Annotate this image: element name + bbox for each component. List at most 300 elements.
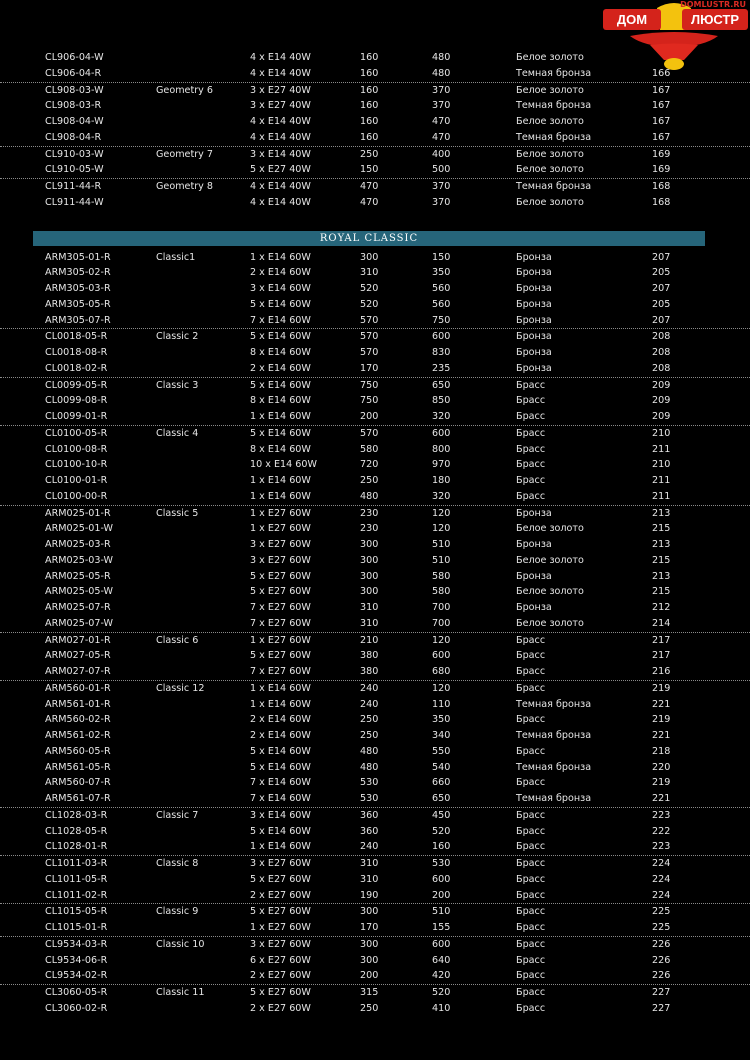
cell-diameter: 970	[432, 459, 451, 471]
cell-diameter: 700	[432, 617, 451, 629]
cell-page: 210	[652, 427, 671, 439]
cell-diameter: 600	[432, 331, 451, 343]
cell-page: 168	[652, 181, 671, 192]
cell-diameter: 540	[432, 761, 451, 773]
cell-height: 310	[360, 873, 379, 885]
cell-page: 169	[652, 164, 671, 176]
table-row	[0, 130, 750, 147]
cell-lamps: 5 x E14 60W	[250, 745, 311, 757]
cell-height: 570	[360, 331, 379, 343]
cell-height: 300	[360, 906, 379, 918]
cell-diameter: 160	[432, 841, 451, 853]
table-row	[0, 457, 750, 473]
brand-text-left: ДОМ	[603, 9, 661, 30]
cell-diameter: 830	[432, 347, 451, 358]
table-row	[0, 489, 750, 506]
cell-height: 230	[360, 507, 379, 519]
cell-series: Classic 10	[156, 938, 205, 950]
cell-diameter: 580	[432, 586, 451, 598]
table-row	[0, 968, 750, 985]
cell-page: 213	[652, 539, 671, 550]
cell-page: 213	[652, 507, 671, 519]
cell-diameter: 110	[432, 698, 451, 710]
cell-color: Брасс	[516, 906, 546, 918]
cell-color: Бронза	[516, 362, 552, 374]
cell-lamps: 10 x E14 60W	[250, 459, 317, 471]
table-row	[0, 664, 750, 681]
cell-diameter: 480	[432, 67, 451, 79]
cell-diameter: 370	[432, 196, 451, 208]
table-row	[0, 856, 750, 872]
cell-page: 167	[652, 84, 671, 96]
cell-height: 470	[360, 181, 379, 192]
cell-page: 208	[652, 362, 671, 374]
cell-article: CL0018-08-R	[45, 347, 108, 358]
cell-color: Белое золото	[516, 523, 584, 535]
cell-height: 160	[360, 67, 379, 79]
cell-diameter: 580	[432, 570, 451, 582]
cell-page: 226	[652, 970, 671, 982]
cell-color: Темная бронза	[516, 67, 592, 79]
cell-series: Geometry 6	[156, 84, 213, 96]
cell-color: Бронза	[516, 283, 552, 294]
cell-height: 250	[360, 475, 379, 486]
cell-lamps: 4 x E14 40W	[250, 131, 311, 143]
table-row	[0, 920, 750, 937]
cell-lamps: 3 x E14 60W	[250, 283, 311, 294]
cell-article: CL910-03-W	[45, 148, 104, 160]
cell-lamps: 2 x E27 60W	[250, 889, 311, 901]
cell-article: ARM561-01-R	[45, 698, 111, 710]
table-row	[0, 147, 750, 163]
cell-color: Брасс	[516, 666, 546, 677]
table-row	[0, 179, 750, 195]
cell-height: 315	[360, 987, 379, 998]
cell-diameter: 550	[432, 745, 451, 757]
cell-height: 310	[360, 617, 379, 629]
cell-article: CL1011-02-R	[45, 889, 108, 901]
cell-lamps: 4 x E14 40W	[250, 196, 311, 208]
cell-color: Темная бронза	[516, 793, 592, 804]
cell-color: Бронза	[516, 570, 552, 582]
cell-page: 224	[652, 889, 671, 901]
cell-lamps: 3 x E27 40W	[250, 100, 311, 112]
cell-color: Белое золото	[516, 164, 584, 176]
cell-color: Бронза	[516, 251, 552, 263]
cell-article: CL906-04-R	[45, 67, 102, 79]
cell-color: Брасс	[516, 395, 546, 407]
table-row	[0, 378, 750, 394]
table-row	[0, 409, 750, 426]
cell-article: ARM025-07-W	[45, 617, 114, 629]
cell-article: CL0100-08-R	[45, 443, 108, 455]
cell-lamps: 3 x E27 40W	[250, 84, 311, 96]
cell-color: Брасс	[516, 682, 546, 694]
cell-series: Classic 8	[156, 858, 199, 869]
cell-lamps: 1 x E14 60W	[250, 475, 311, 486]
cell-diameter: 680	[432, 666, 451, 677]
cell-article: ARM025-01-R	[45, 507, 111, 519]
cell-lamps: 4 x E14 40W	[250, 67, 311, 79]
table-row	[0, 313, 750, 330]
table-row	[0, 506, 750, 522]
cell-color: Брасс	[516, 858, 546, 869]
cell-color: Бронза	[516, 539, 552, 550]
cell-lamps: 3 x E14 60W	[250, 809, 311, 821]
cell-height: 570	[360, 427, 379, 439]
cell-color: Темная бронза	[516, 131, 592, 143]
table-row	[0, 329, 750, 345]
cell-color: Бронза	[516, 314, 552, 326]
cell-article: ARM561-02-R	[45, 730, 111, 741]
table-row	[0, 393, 750, 409]
table-row	[0, 521, 750, 537]
cell-page: 209	[652, 379, 671, 391]
cell-article: ARM305-01-R	[45, 251, 111, 263]
cell-lamps: 7 x E14 60W	[250, 314, 311, 326]
cell-series: Classic 4	[156, 427, 199, 439]
cell-series: Classic 12	[156, 682, 205, 694]
cell-lamps: 2 x E14 60W	[250, 714, 311, 726]
cell-lamps: 1 x E27 60W	[250, 922, 311, 933]
cell-diameter: 150	[432, 251, 451, 263]
geometry-rows	[0, 50, 750, 211]
cell-diameter: 420	[432, 970, 451, 982]
cell-lamps: 2 x E14 60W	[250, 362, 311, 374]
cell-height: 300	[360, 586, 379, 598]
cell-article: ARM025-03-R	[45, 539, 111, 550]
cell-lamps: 5 x E27 60W	[250, 873, 311, 885]
table-row	[0, 537, 750, 553]
cell-color: Белое золото	[516, 586, 584, 598]
cell-diameter: 800	[432, 443, 451, 455]
cell-diameter: 500	[432, 164, 451, 176]
cell-height: 480	[360, 490, 379, 502]
cell-color: Брасс	[516, 745, 546, 757]
cell-diameter: 640	[432, 954, 451, 966]
table-row	[0, 808, 750, 824]
cell-lamps: 2 x E27 60W	[250, 1002, 311, 1014]
cell-height: 310	[360, 602, 379, 613]
cell-series: Classic 3	[156, 379, 199, 391]
cell-article: CL1028-03-R	[45, 809, 108, 821]
cell-color: Бронза	[516, 298, 552, 310]
cell-page: 166	[652, 67, 671, 79]
cell-series: Classic 11	[156, 987, 205, 998]
cell-height: 250	[360, 148, 379, 160]
cell-diameter: 340	[432, 730, 451, 741]
cell-height: 160	[360, 52, 379, 63]
cell-color: Белое золото	[516, 196, 584, 208]
table-row	[0, 681, 750, 697]
cell-lamps: 3 x E27 60W	[250, 938, 311, 950]
cell-diameter: 560	[432, 283, 451, 294]
cell-page: 167	[652, 116, 671, 127]
cell-article: CL0100-01-R	[45, 475, 108, 486]
cell-diameter: 520	[432, 987, 451, 998]
cell-article: CL910-05-W	[45, 164, 104, 176]
brand-text-right: ЛЮСТР	[682, 9, 748, 30]
cell-page: 209	[652, 395, 671, 407]
table-row	[0, 712, 750, 728]
table-row	[0, 600, 750, 616]
cell-color: Бронза	[516, 267, 552, 279]
cell-page: 219	[652, 682, 671, 694]
cell-lamps: 5 x E14 60W	[250, 427, 311, 439]
cell-lamps: 6 x E27 60W	[250, 954, 311, 966]
cell-diameter: 600	[432, 427, 451, 439]
cell-diameter: 510	[432, 554, 451, 566]
cell-height: 360	[360, 825, 379, 837]
cell-page: 224	[652, 873, 671, 885]
cell-height: 170	[360, 362, 379, 374]
cell-height: 520	[360, 298, 379, 310]
cell-page: 224	[652, 858, 671, 869]
cell-diameter: 850	[432, 395, 451, 407]
cell-article: ARM305-03-R	[45, 283, 111, 294]
cell-article: CL0099-01-R	[45, 411, 108, 422]
cell-diameter: 600	[432, 873, 451, 885]
cell-lamps: 3 x E27 60W	[250, 858, 311, 869]
cell-article: ARM305-02-R	[45, 267, 111, 279]
cell-page: 226	[652, 938, 671, 950]
table-row	[0, 839, 750, 856]
cell-page: 214	[652, 617, 671, 629]
cell-height: 530	[360, 777, 379, 789]
cell-series: Classic 7	[156, 809, 199, 821]
cell-height: 300	[360, 251, 379, 263]
cell-article: ARM305-05-R	[45, 298, 111, 310]
cell-article: ARM027-05-R	[45, 650, 111, 662]
table-row	[0, 791, 750, 808]
cell-diameter: 530	[432, 858, 451, 869]
cell-diameter: 750	[432, 314, 451, 326]
table-row	[0, 648, 750, 664]
cell-page: 213	[652, 570, 671, 582]
cell-series: Classic 2	[156, 331, 199, 343]
cell-lamps: 8 x E14 60W	[250, 395, 311, 407]
cell-diameter: 600	[432, 938, 451, 950]
cell-diameter: 520	[432, 825, 451, 837]
cell-page: 221	[652, 698, 671, 710]
cell-lamps: 5 x E27 60W	[250, 586, 311, 598]
table-row	[0, 250, 750, 266]
table-row	[0, 473, 750, 489]
cell-article: CL0100-05-R	[45, 427, 108, 439]
cell-series: Classic 6	[156, 634, 199, 646]
cell-diameter: 650	[432, 379, 451, 391]
cell-diameter: 470	[432, 131, 451, 143]
cell-page: 207	[652, 314, 671, 326]
product-table	[0, 50, 750, 1017]
cell-color: Бронза	[516, 331, 552, 343]
cell-lamps: 7 x E27 60W	[250, 617, 311, 629]
cell-height: 580	[360, 443, 379, 455]
royal-classic-rows	[0, 250, 750, 1017]
cell-page: 219	[652, 777, 671, 789]
cell-lamps: 7 x E27 60W	[250, 602, 311, 613]
cell-color: Брасс	[516, 475, 546, 486]
cell-height: 150	[360, 164, 379, 176]
cell-page: 209	[652, 411, 671, 422]
cell-page: 227	[652, 1002, 671, 1014]
cell-color: Темная бронза	[516, 181, 592, 192]
cell-color: Брасс	[516, 938, 546, 950]
cell-lamps: 5 x E27 60W	[250, 906, 311, 918]
cell-lamps: 4 x E14 40W	[250, 52, 311, 63]
cell-article: ARM027-01-R	[45, 634, 111, 646]
cell-lamps: 5 x E14 60W	[250, 331, 311, 343]
cell-color: Брасс	[516, 1002, 546, 1014]
cell-page: 216	[652, 666, 671, 677]
cell-height: 200	[360, 970, 379, 982]
cell-lamps: 5 x E14 60W	[250, 761, 311, 773]
cell-color: Брасс	[516, 809, 546, 821]
cell-diameter: 235	[432, 362, 451, 374]
cell-page: 211	[652, 443, 671, 455]
cell-article: CL9534-03-R	[45, 938, 108, 950]
cell-page: 207	[652, 283, 671, 294]
cell-page: 208	[652, 331, 671, 343]
cell-page: 225	[652, 906, 671, 918]
cell-article: CL1011-05-R	[45, 873, 108, 885]
cell-diameter: 120	[432, 523, 451, 535]
cell-height: 240	[360, 682, 379, 694]
cell-color: Брасс	[516, 825, 546, 837]
cell-series: Classic 9	[156, 906, 199, 918]
cell-page: 221	[652, 730, 671, 741]
cell-height: 480	[360, 745, 379, 757]
table-row	[0, 442, 750, 458]
cell-lamps: 1 x E14 60W	[250, 251, 311, 263]
cell-lamps: 1 x E14 60W	[250, 490, 311, 502]
cell-color: Темная бронза	[516, 698, 592, 710]
cell-color: Бронза	[516, 347, 552, 358]
table-row	[0, 569, 750, 585]
cell-lamps: 4 x E14 40W	[250, 116, 311, 127]
cell-lamps: 2 x E14 60W	[250, 267, 311, 279]
cell-height: 380	[360, 666, 379, 677]
cell-diameter: 120	[432, 507, 451, 519]
table-row	[0, 824, 750, 840]
cell-article: CL908-03-W	[45, 84, 104, 96]
cell-article: CL1011-03-R	[45, 858, 108, 869]
table-row	[0, 775, 750, 791]
cell-page: 210	[652, 459, 671, 471]
cell-lamps: 7 x E14 60W	[250, 793, 311, 804]
cell-lamps: 2 x E27 60W	[250, 970, 311, 982]
cell-diameter: 470	[432, 116, 451, 127]
cell-color: Темная бронза	[516, 730, 592, 741]
cell-page: 212	[652, 602, 671, 613]
cell-height: 250	[360, 714, 379, 726]
cell-article: ARM560-02-R	[45, 714, 111, 726]
cell-page: 221	[652, 793, 671, 804]
cell-diameter: 400	[432, 148, 451, 160]
table-row	[0, 888, 750, 905]
cell-color: Белое золото	[516, 84, 584, 96]
cell-series: Classic1	[156, 251, 196, 263]
cell-diameter: 370	[432, 181, 451, 192]
cell-lamps: 3 x E27 60W	[250, 554, 311, 566]
table-row	[0, 760, 750, 776]
cell-height: 230	[360, 523, 379, 535]
cell-diameter: 120	[432, 682, 451, 694]
cell-height: 470	[360, 196, 379, 208]
table-row	[0, 195, 750, 211]
cell-article: ARM560-05-R	[45, 745, 111, 757]
cell-page: 167	[652, 131, 671, 143]
cell-page: 222	[652, 825, 671, 837]
table-row	[0, 584, 750, 600]
cell-lamps: 5 x E27 60W	[250, 570, 311, 582]
cell-article: CL1015-05-R	[45, 906, 108, 918]
cell-page: 223	[652, 841, 671, 853]
cell-height: 250	[360, 730, 379, 741]
cell-diameter: 560	[432, 298, 451, 310]
cell-article: CL0100-10-R	[45, 459, 108, 471]
cell-page: 215	[652, 586, 671, 598]
cell-page: 169	[652, 148, 671, 160]
cell-color: Темная бронза	[516, 100, 592, 112]
cell-color: Брасс	[516, 970, 546, 982]
cell-article: ARM027-07-R	[45, 666, 111, 677]
cell-article: CL1015-01-R	[45, 922, 108, 933]
cell-page: 223	[652, 809, 671, 821]
table-row	[0, 744, 750, 760]
cell-page: 217	[652, 634, 671, 646]
table-row	[0, 297, 750, 313]
cell-color: Бронза	[516, 507, 552, 519]
cell-article: CL3060-02-R	[45, 1002, 108, 1014]
cell-height: 300	[360, 938, 379, 950]
cell-color: Темная бронза	[516, 761, 592, 773]
cell-article: CL908-04-W	[45, 116, 104, 127]
table-row	[0, 553, 750, 569]
cell-color: Брасс	[516, 411, 546, 422]
cell-height: 200	[360, 411, 379, 422]
cell-diameter: 120	[432, 634, 451, 646]
cell-page: 207	[652, 251, 671, 263]
table-row	[0, 98, 750, 114]
cell-lamps: 1 x E27 60W	[250, 634, 311, 646]
cell-article: ARM025-05-R	[45, 570, 111, 582]
cell-color: Белое золото	[516, 554, 584, 566]
cell-height: 380	[360, 650, 379, 662]
cell-height: 210	[360, 634, 379, 646]
cell-page: 215	[652, 523, 671, 535]
cell-lamps: 1 x E27 60W	[250, 507, 311, 519]
cell-color: Белое золото	[516, 148, 584, 160]
site-url: DOMLUSTR.RU	[680, 0, 746, 9]
cell-article: CL906-04-W	[45, 52, 104, 63]
table-row	[0, 697, 750, 713]
cell-page: 168	[652, 196, 671, 208]
cell-color: Брасс	[516, 873, 546, 885]
table-row	[0, 633, 750, 649]
cell-page: 218	[652, 745, 671, 757]
cell-lamps: 8 x E14 60W	[250, 347, 311, 358]
cell-lamps: 8 x E14 60W	[250, 443, 311, 455]
table-row	[0, 872, 750, 888]
cell-lamps: 1 x E27 60W	[250, 523, 311, 535]
cell-height: 520	[360, 283, 379, 294]
table-row	[0, 426, 750, 442]
cell-article: CL0099-08-R	[45, 395, 108, 407]
cell-article: CL908-03-R	[45, 100, 102, 112]
table-row	[0, 361, 750, 378]
cell-article: CL9534-02-R	[45, 970, 108, 982]
